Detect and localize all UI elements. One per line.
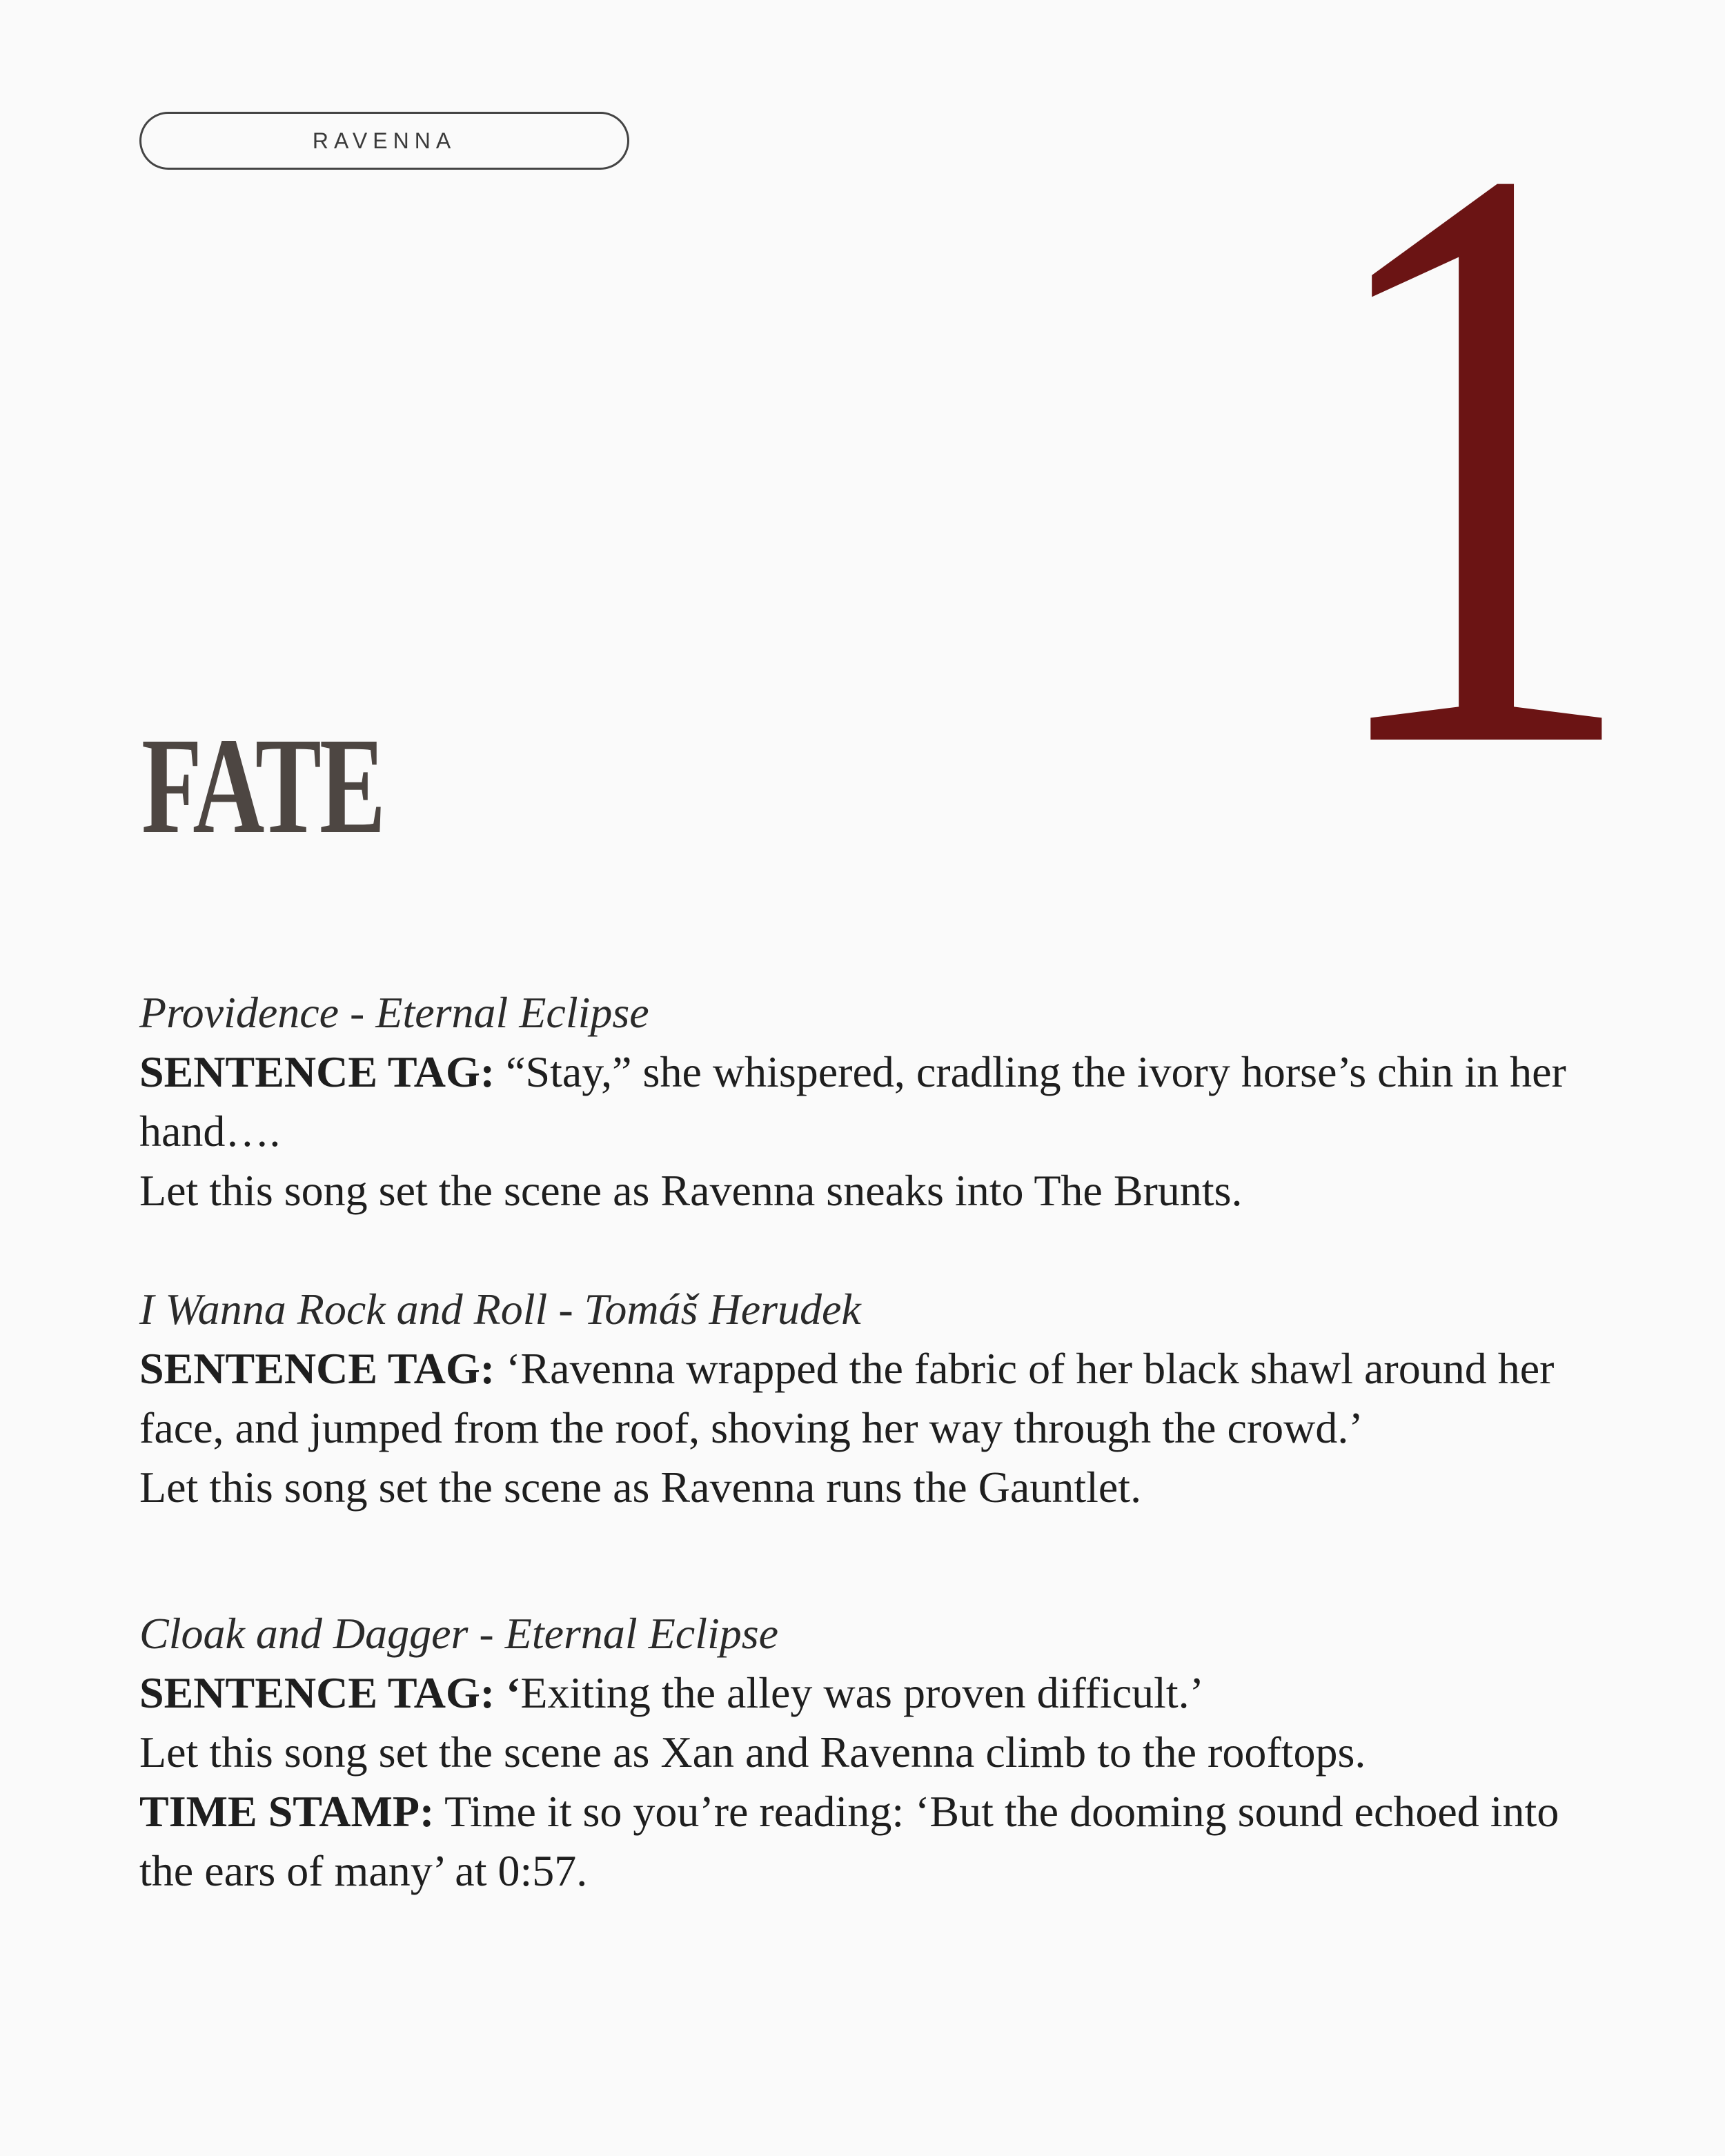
sentence-tag-text: Exiting the alley was proven difficult.’	[520, 1668, 1204, 1717]
song-title: Providence - Eternal Eclipse	[139, 988, 649, 1037]
time-stamp-text: Time it so you’re reading: ‘But the dooming sound echoed into the ears of many’ at 0:57.	[139, 1787, 1559, 1895]
chapter-number	[1312, 0, 1642, 922]
sentence-tag-label: SENTENCE TAG: ‘	[139, 1668, 521, 1717]
song-entry	[139, 983, 1623, 1220]
song-title: Cloak and Dagger - Eternal Eclipse	[139, 1609, 779, 1658]
sentence-tag	[139, 1663, 1623, 1723]
sentence-tag	[139, 1339, 1623, 1458]
song-title: I Wanna Rock and Roll - Tomáš Herudek	[139, 1285, 861, 1334]
time-stamp	[139, 1782, 1623, 1901]
sentence-tag-text: ‘Ravenna wrapped the fabric of her black shawl around her face, and jumped from the roof, shoving her way through the crowd.’	[139, 1344, 1555, 1452]
sentence-tag-label: SENTENCE TAG:	[139, 1344, 495, 1393]
character-tag-pill	[139, 112, 629, 170]
scene-note: Let this song set the scene as Ravenna runs the Gauntlet.	[139, 1463, 1142, 1512]
chapter-number-text: 1	[1312, 0, 1642, 922]
sentence-tag-text: “Stay,” she whispered, cradling the ivory horse’s chin in her hand….	[139, 1047, 1566, 1156]
chapter-title: FATE	[141, 710, 384, 862]
song-list	[139, 983, 1623, 1901]
character-tag-label: RAVENNA	[312, 128, 457, 153]
song-entry	[139, 1604, 1623, 1901]
song-entry	[139, 1280, 1623, 1517]
sentence-tag	[139, 1042, 1623, 1161]
scene-note: Let this song set the scene as Ravenna sneaks into The Brunts.	[139, 1166, 1243, 1215]
scene-note: Let this song set the scene as Xan and Ravenna climb to the rooftops.	[139, 1728, 1366, 1777]
sentence-tag-label: SENTENCE TAG:	[139, 1047, 495, 1096]
time-stamp-label: TIME STAMP:	[139, 1787, 435, 1836]
